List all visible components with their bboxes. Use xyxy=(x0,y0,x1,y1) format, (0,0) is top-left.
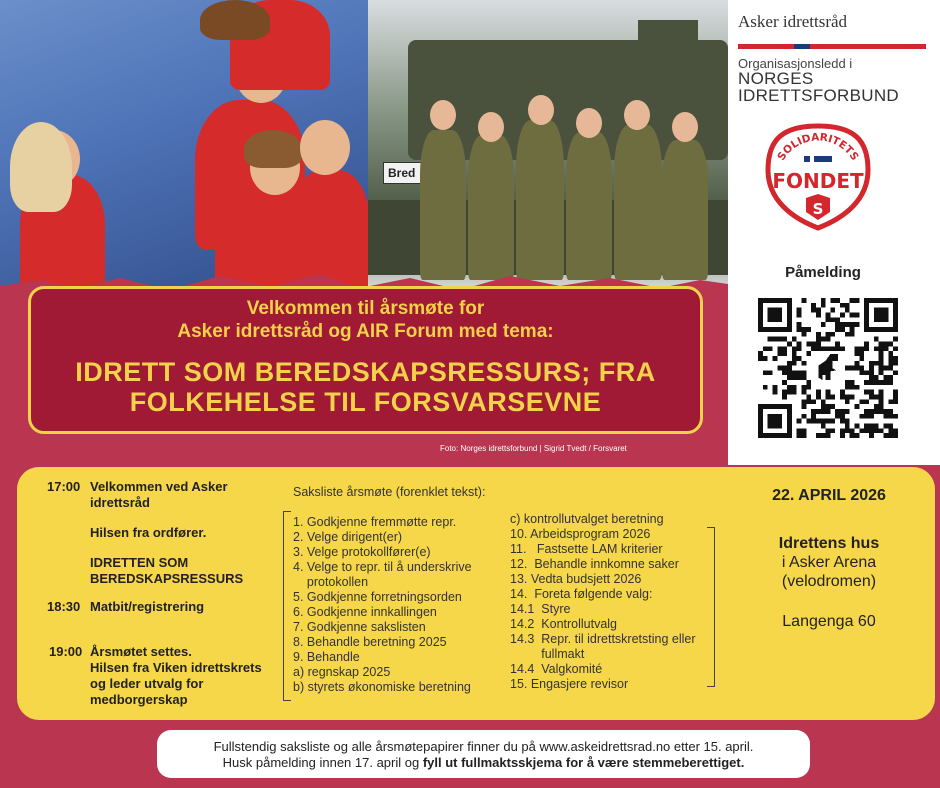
agenda-item: fullmakt xyxy=(510,647,585,661)
agenda-item: protokollen xyxy=(293,575,369,589)
player-hair xyxy=(10,122,72,212)
agenda-item: 8. Behandle beretning 2025 xyxy=(293,635,447,649)
agenda-item: a) regnskap 2025 xyxy=(293,665,391,679)
schedule-time: 18:30 xyxy=(47,599,81,614)
title-box xyxy=(28,286,703,434)
soldier-shape xyxy=(566,132,612,280)
svg-text:SOLIDARITETS: SOLIDARITETS xyxy=(775,131,861,163)
agenda-bracket-left xyxy=(283,511,291,701)
agenda-column-1 xyxy=(293,515,472,695)
agenda-item: 5. Godkjenne forretningsorden xyxy=(293,590,462,604)
agenda-item: 12. Behandle innkomne saker xyxy=(510,557,679,571)
sidebar-panel xyxy=(728,0,940,465)
agenda-item: 7. Godkjenne sakslisten xyxy=(293,620,426,634)
agenda-item: 3. Velge protokollfører(e) xyxy=(293,545,431,559)
soldier-head xyxy=(624,100,650,130)
event-date: 22. APRIL 2026 xyxy=(772,487,886,504)
schedule-item: Årsmøtet settes. Hilsen fra Viken idrettskrets og leder utvalg for medborgerskap xyxy=(90,644,262,707)
flag-stripe-blue xyxy=(794,44,810,49)
schedule-time: 19:00 xyxy=(49,644,83,659)
soldier-head xyxy=(528,95,554,125)
schedule-item: Hilsen fra ordfører. xyxy=(90,525,207,540)
signup-label: Påmelding xyxy=(785,264,861,281)
soldier-shape xyxy=(662,140,708,280)
player-head xyxy=(300,120,350,175)
welcome-line-1: Velkommen til årsmøte for xyxy=(246,298,485,319)
footer-note xyxy=(157,730,810,778)
soldiers-photo xyxy=(368,0,728,300)
nif-name xyxy=(738,70,899,104)
org-name: Asker idrettsråd xyxy=(738,12,848,31)
vehicle-sign: Bred xyxy=(383,162,433,184)
agenda-item: 14. Foreta følgende valg: xyxy=(510,587,653,601)
footer-line-2: Husk påmelding innen 17. april og fyll ut fullmaktsskjema for å være stemmeberettiget. xyxy=(222,755,745,770)
svg-text:FONDET: FONDET xyxy=(772,169,864,193)
agenda-item: 14.3 Repr. til idrettskretsting eller xyxy=(510,632,696,646)
nif-line2: IDRETTSFORBUND xyxy=(738,86,899,105)
vehicle-turret xyxy=(638,20,698,60)
agenda-item: b) styrets økonomiske beretning xyxy=(293,680,471,694)
svg-text:S: S xyxy=(812,200,824,218)
agenda-item: c) kontrollutvalget beretning xyxy=(510,512,664,526)
soldier-shape xyxy=(516,120,564,280)
soldier-head xyxy=(672,112,698,142)
agenda-heading: Saksliste årsmøte (forenklet tekst): xyxy=(293,485,486,499)
agenda-item: 14.4 Valgkomité xyxy=(510,662,603,676)
org-subtitle: Organisasjonsledd i xyxy=(738,56,853,71)
player-hair xyxy=(200,0,270,40)
soldier-shape xyxy=(614,125,662,280)
agenda-item: 11. Fastsette LAM kriterier xyxy=(510,542,663,556)
agenda-item: 14.2 Kontrollutvalg xyxy=(510,617,618,631)
welcome-line-2: Asker idrettsråd og AIR Forum med tema: xyxy=(177,321,554,342)
agenda-item: 1. Godkjenne fremmøtte repr. xyxy=(293,515,457,529)
schedule-item: Matbit/registrering xyxy=(90,599,205,614)
soldier-head xyxy=(430,100,456,130)
footer-line-1: Fullstendig saksliste og alle årsmøtepapirer finner du på www.askeidrettsrad.no etter 15. april. xyxy=(213,739,754,754)
soldier-head xyxy=(478,112,504,142)
headline-line-2: FOLKEHELSE TIL FORSVARSEVNE xyxy=(129,387,602,417)
photo-credit: Foto: Norges idrettsforbund | Sigrid Tvedt / Forsvaret xyxy=(440,444,627,453)
schedule-item: Velkommen ved Asker idrettsråd xyxy=(90,479,228,510)
agenda-item: 13. Vedta budsjett 2026 xyxy=(510,572,642,586)
agenda-bracket-right xyxy=(707,527,715,687)
agenda-column-2 xyxy=(510,512,696,692)
qr-code[interactable] xyxy=(758,297,898,439)
headline-line-1: IDRETT SOM BEREDSKAPSRESSURS; FRA xyxy=(75,357,656,387)
solidaritetsfondet-logo xyxy=(762,122,874,232)
schedule-time: 17:00 xyxy=(47,479,81,494)
agenda-item: 15. Engasjere revisor xyxy=(510,677,629,691)
agenda-item: 10. Arbeidsprogram 2026 xyxy=(510,527,651,541)
agenda-item: 4. Velge to repr. til å underskrive xyxy=(293,560,472,574)
header-photo-collage xyxy=(0,0,728,300)
soldier-shape xyxy=(468,135,514,280)
schedule-item: IDRETTEN SOM BEREDSKAPSRESSURS xyxy=(90,555,244,586)
event-venue: Idrettens hus i Asker Arena (velodromen) xyxy=(778,535,880,590)
soldier-shape xyxy=(420,130,466,280)
player-hair xyxy=(244,130,302,168)
agenda-item: 6. Godkjenne innkallingen xyxy=(293,605,437,619)
event-address: Langenga 60 xyxy=(782,613,876,630)
soldier-head xyxy=(576,108,602,138)
handball-players-photo xyxy=(0,0,370,300)
agenda-item: 14.1 Styre xyxy=(510,602,571,616)
agenda-item: 2. Velge dirigent(er) xyxy=(293,530,403,544)
program-box xyxy=(17,467,935,720)
flag-stripe xyxy=(738,44,926,49)
agenda-item: 9. Behandle xyxy=(293,650,360,664)
nif-line1: NORGES xyxy=(738,69,814,88)
